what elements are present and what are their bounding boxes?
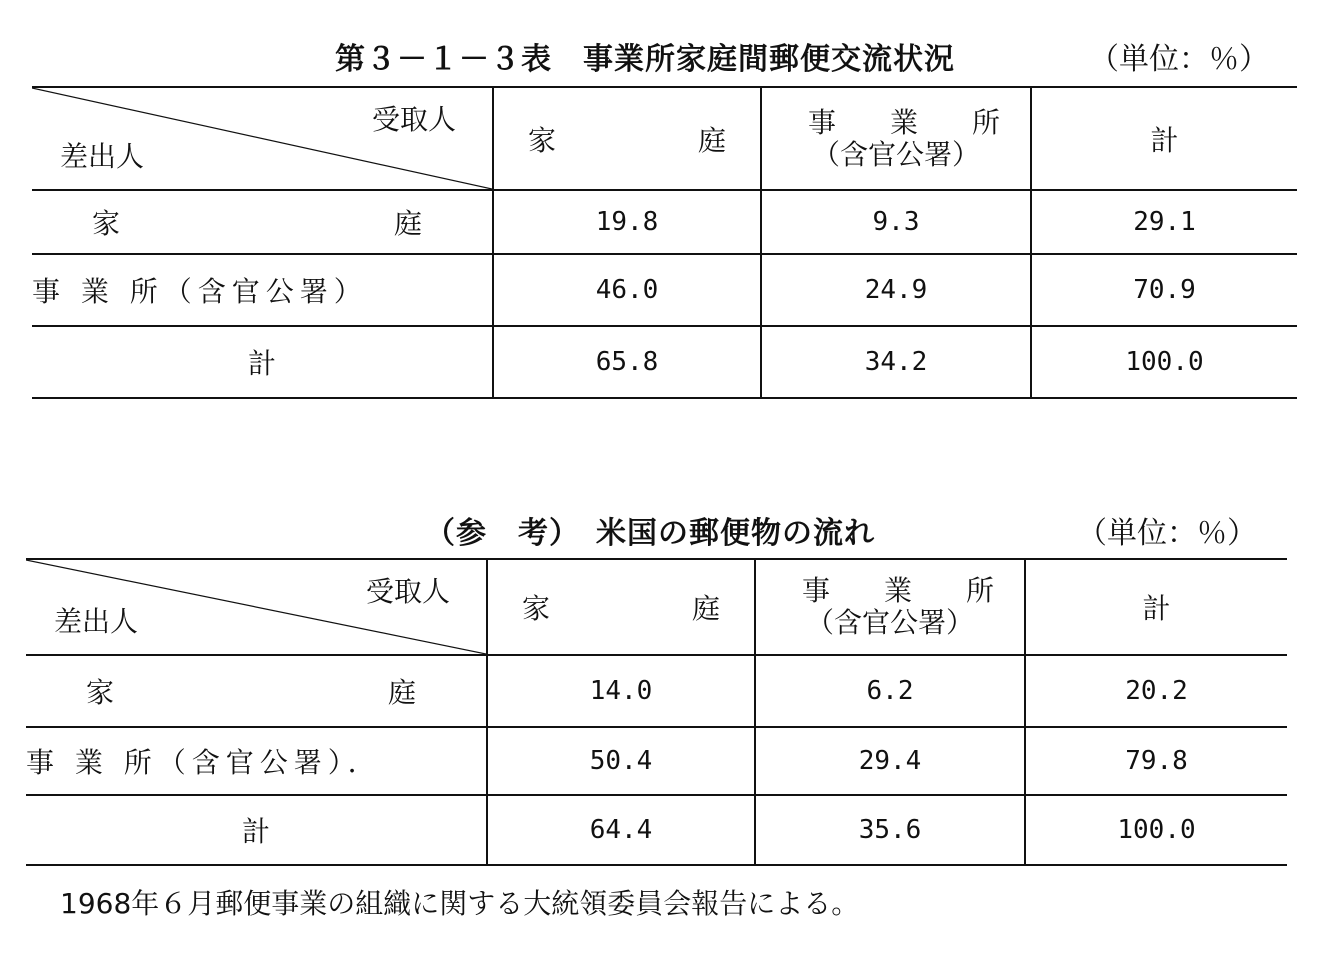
row-label: 家 庭 bbox=[26, 655, 487, 727]
table1-header-row bbox=[32, 87, 1297, 190]
header-total: 計 bbox=[1025, 559, 1287, 655]
receiver-label: 受取人 bbox=[365, 575, 450, 608]
cell-total: 100.0 bbox=[1031, 326, 1297, 398]
table1-corner-cell bbox=[32, 87, 493, 190]
cell-home: 46.0 bbox=[493, 254, 761, 326]
row-label: 計 bbox=[32, 326, 493, 398]
header-business: 事 業 所 （含官公署） bbox=[755, 559, 1025, 655]
header-business-sub: （含官公署） bbox=[805, 606, 974, 639]
cell-total: 29.1 bbox=[1031, 190, 1297, 254]
table2-corner-cell bbox=[26, 559, 487, 655]
cell-total: 20.2 bbox=[1025, 655, 1287, 727]
cell-total: 100.0 bbox=[1025, 795, 1287, 865]
sender-label: 差出人 bbox=[54, 605, 139, 638]
cell-business: 9.3 bbox=[761, 190, 1031, 254]
table2-title-row bbox=[0, 504, 1337, 554]
cell-total: 70.9 bbox=[1031, 254, 1297, 326]
table-row bbox=[26, 795, 1287, 865]
footnote: 1968年６月郵便事業の組織に関する大統領委員会報告による。 bbox=[60, 887, 860, 920]
cell-home: 65.8 bbox=[493, 326, 761, 398]
table1-title-row bbox=[0, 30, 1337, 80]
table2-title: （参 考） 米国の郵便物の流れ bbox=[425, 516, 875, 551]
row-label: 家 庭 bbox=[32, 190, 493, 254]
row-label: 事 業 所（含官公署）． bbox=[26, 727, 487, 795]
cell-business: 34.2 bbox=[761, 326, 1031, 398]
cell-business: 29.4 bbox=[755, 727, 1025, 795]
table2 bbox=[26, 558, 1287, 866]
cell-business: 35.6 bbox=[755, 795, 1025, 865]
table1-title: 第３－１－３表 事業所家庭間郵便交流状況 bbox=[335, 42, 955, 77]
header-home: 家 庭 bbox=[493, 87, 761, 190]
table-row bbox=[32, 326, 1297, 398]
table1-unit: （単位：％） bbox=[1089, 42, 1269, 77]
table-row bbox=[32, 190, 1297, 254]
table-row bbox=[26, 727, 1287, 795]
cell-business: 6.2 bbox=[755, 655, 1025, 727]
receiver-label: 受取人 bbox=[371, 103, 456, 136]
table-row bbox=[26, 655, 1287, 727]
row-label: 事 業 所（含官公署） bbox=[32, 254, 493, 326]
cell-home: 64.4 bbox=[487, 795, 755, 865]
header-business: 事 業 所 （含官公署） bbox=[761, 87, 1031, 190]
table-row bbox=[32, 254, 1297, 326]
cell-total: 79.8 bbox=[1025, 727, 1287, 795]
cell-home: 14.0 bbox=[487, 655, 755, 727]
cell-home: 19.8 bbox=[493, 190, 761, 254]
header-business-sub: （含官公署） bbox=[811, 137, 980, 171]
cell-business: 24.9 bbox=[761, 254, 1031, 326]
header-home: 家 庭 bbox=[487, 559, 755, 655]
row-label: 計 bbox=[26, 795, 487, 865]
header-total: 計 bbox=[1031, 87, 1297, 190]
cell-home: 50.4 bbox=[487, 727, 755, 795]
table1 bbox=[32, 86, 1297, 399]
table2-unit: （単位：％） bbox=[1077, 516, 1257, 551]
sender-label: 差出人 bbox=[60, 140, 145, 173]
table2-header-row bbox=[26, 559, 1287, 655]
